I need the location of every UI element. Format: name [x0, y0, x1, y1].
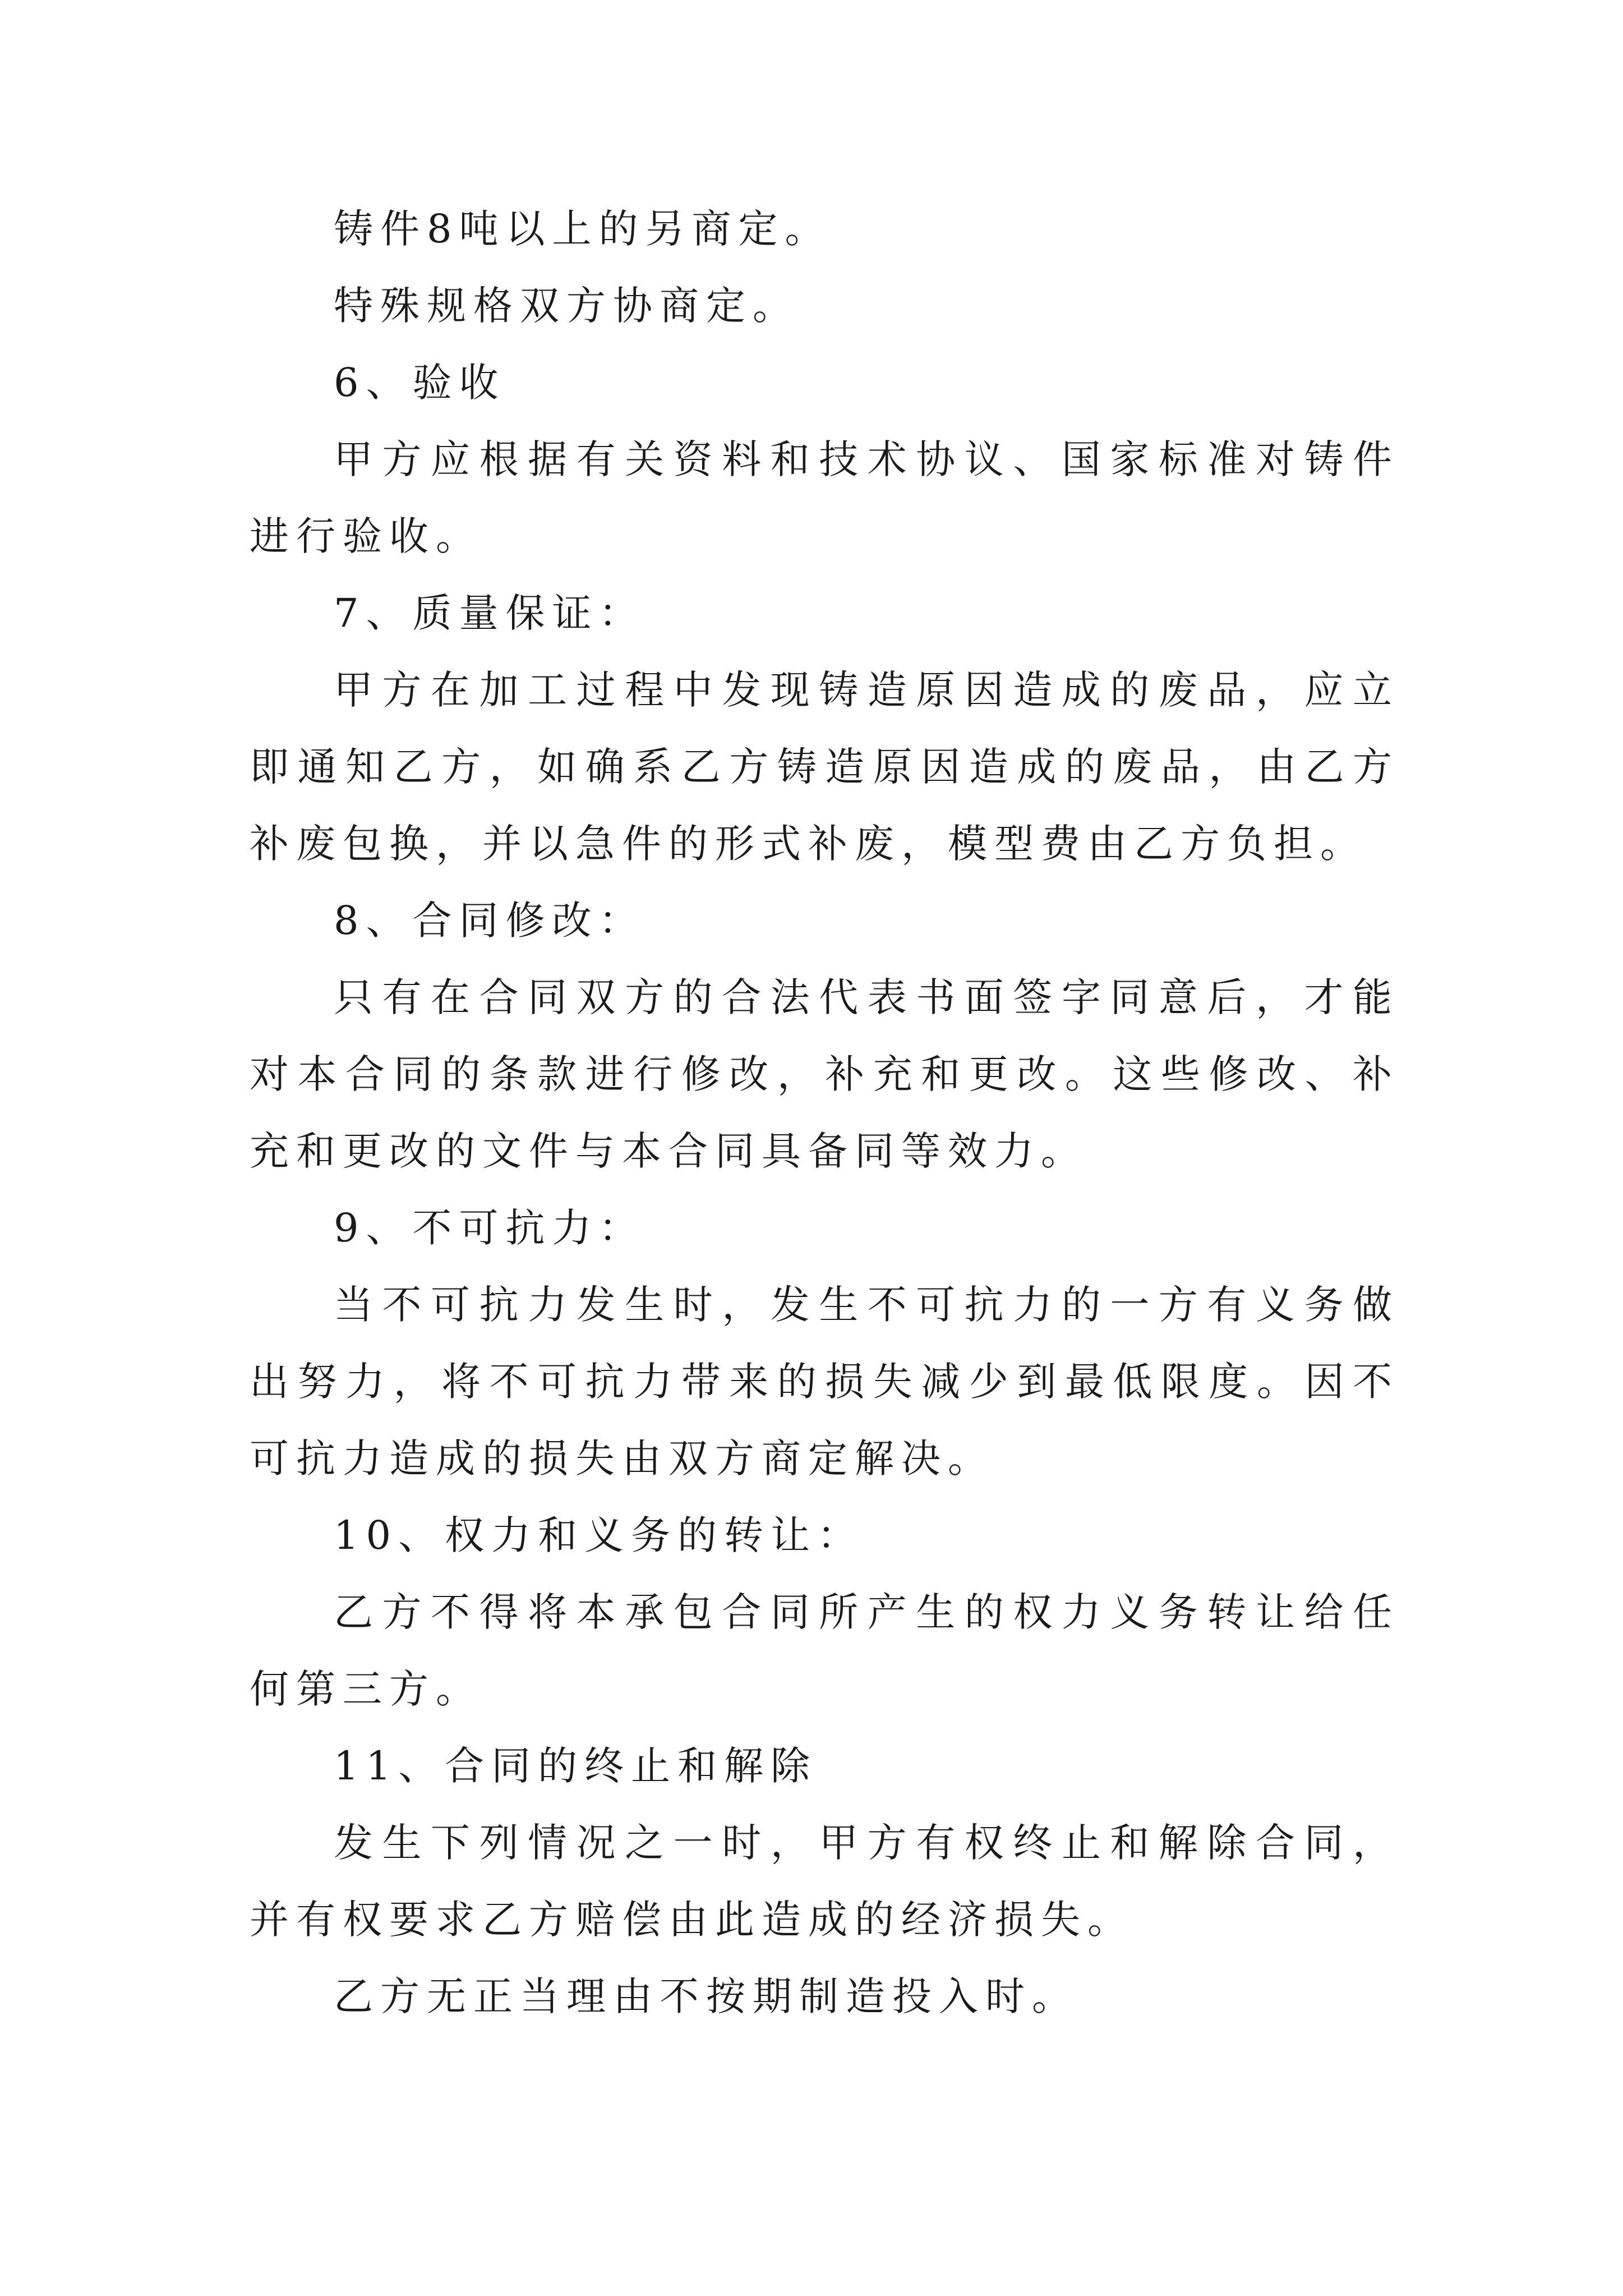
paragraph-termination: 发生下列情况之一时，甲方有权终止和解除合同，并有权要求乙方赔偿由此造成的经济损失。 [250, 1820, 1399, 1943]
paragraph-force-majeure: 当不可抗力发生时，发生不可抗力的一方有义务做出努力，将不可抗力带来的损失减少到最低限度。因不可抗力造成的损失由双方商定解决。 [250, 1282, 1399, 1481]
document-body [250, 191, 1399, 2035]
section-heading-transfer-of-rights: 10、权力和义务的转让： [334, 1512, 864, 1558]
paragraph-acceptance: 甲方应根据有关资料和技术协议、国家标准对铸件进行验收。 [250, 436, 1399, 559]
paragraph-termination-condition: 乙方无正当理由不按期制造投入时。 [334, 1973, 1078, 2019]
section-heading-acceptance: 6、验收 [334, 360, 506, 406]
section-heading-quality-assurance: 7、质量保证： [334, 590, 645, 636]
paragraph-quality-assurance: 甲方在加工过程中发现铸造原因造成的废品，应立即通知乙方，如确系乙方铸造原因造成的废品，由乙方补废包换，并以急件的形式补废，模型费由乙方负担。 [250, 667, 1399, 867]
section-heading-contract-modification: 8、合同修改： [334, 898, 645, 944]
section-heading-force-majeure: 9、不可抗力： [334, 1205, 645, 1251]
section-heading-termination: 11、合同的终止和解除 [334, 1743, 818, 1789]
paragraph-transfer-of-rights: 乙方不得将本承包合同所产生的权力义务转让给任何第三方。 [250, 1589, 1399, 1712]
paragraph-castings-over-8-tons: 铸件8吨以上的另商定。 [334, 206, 832, 252]
paragraph-contract-modification: 只有在合同双方的合法代表书面签字同意后，才能对本合同的条款进行修改，补充和更改。这些修改、补充和更改的文件与本合同具备同等效力。 [250, 974, 1399, 1174]
paragraph-special-specs: 特殊规格双方协商定。 [334, 283, 799, 329]
